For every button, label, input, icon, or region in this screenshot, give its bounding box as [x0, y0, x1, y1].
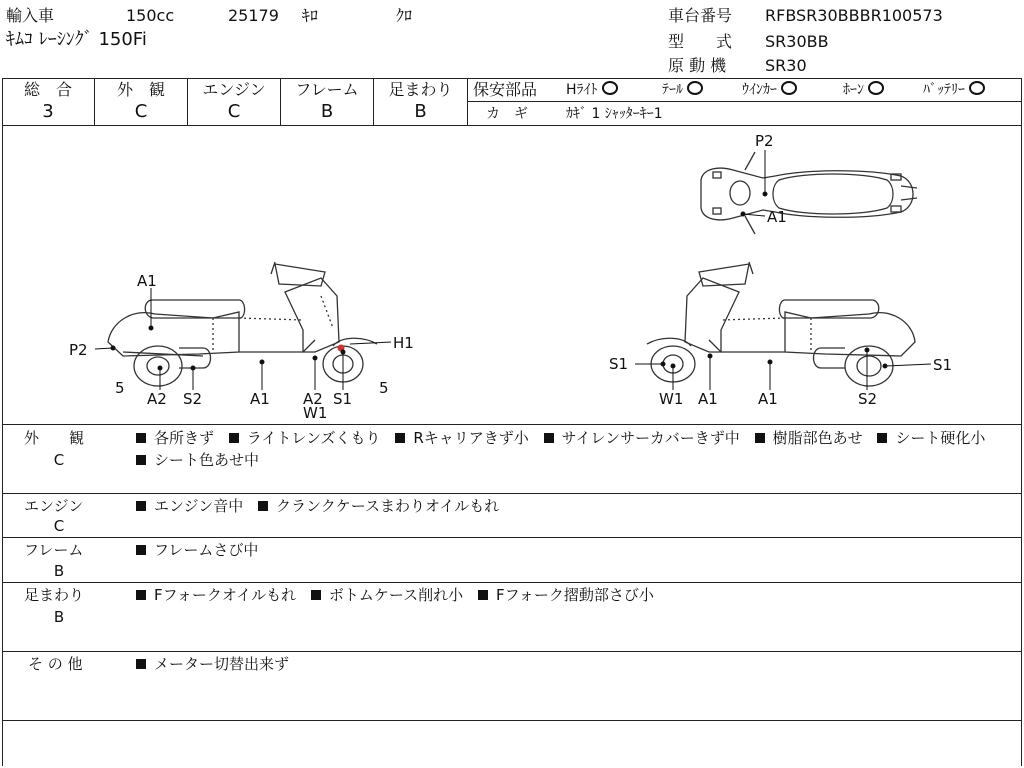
ok-circle-icon	[781, 81, 797, 95]
diagram-label: 5	[115, 379, 125, 397]
comment-label-engine: エンジン	[24, 497, 84, 515]
comment-label-frame: フレーム	[24, 541, 84, 559]
divider	[467, 101, 1022, 102]
divider	[2, 424, 1022, 425]
diagram-label: S1	[333, 390, 353, 408]
frame-no: RFBSR30BBBR100573	[765, 6, 943, 25]
safety-item-battery: ﾊﾞｯﾃﾘｰ	[923, 80, 985, 100]
comment-item: 樹脂部色あせ	[755, 429, 863, 447]
engine-value: SR30	[765, 56, 807, 75]
bullet-square-icon	[258, 501, 268, 511]
safety-title: 保安部品	[473, 80, 538, 99]
category: 輸入車	[6, 6, 55, 25]
color: ｸﾛ	[396, 6, 413, 25]
comment-item: フレームさび中	[136, 541, 258, 559]
grade-label-engine: エンジン	[202, 80, 266, 99]
comment-item: シート硬化小	[877, 429, 985, 447]
bullet-square-icon	[136, 659, 146, 669]
grade-value-suspension: B	[414, 101, 427, 122]
key-label: カ ギ	[486, 106, 528, 122]
diagram-label: P2	[69, 341, 88, 359]
grade-label-exterior: 外 観	[116, 80, 165, 99]
divider	[467, 78, 468, 125]
comment-grade-suspension: B	[53, 608, 65, 626]
comment-label-exterior: 外 観	[24, 429, 85, 447]
divider	[1021, 78, 1022, 766]
bullet-square-icon	[136, 501, 146, 511]
ok-circle-icon	[602, 81, 618, 95]
frame-no-label: 車台番号	[668, 6, 733, 25]
diagram-label: A1	[767, 208, 787, 226]
safety-item-horn: ﾎｰﾝ	[843, 80, 884, 100]
divider	[2, 537, 1022, 538]
grade-value-engine: C	[227, 101, 241, 122]
diagram-label: A2	[147, 390, 167, 408]
safety-item-winker: ｳｲﾝｶｰ	[742, 80, 797, 100]
grade-value-frame: B	[320, 101, 334, 122]
type-label: 型 式	[668, 32, 733, 51]
diagram-label: A1	[698, 390, 718, 408]
divider	[2, 720, 1022, 721]
divider	[2, 78, 1022, 79]
bullet-square-icon	[136, 545, 146, 555]
comment-item: メーター切替出来ず	[136, 655, 289, 673]
key-value: ｶｷﾞ 1 ｼｬｯﾀｰｷｰ1	[566, 106, 663, 122]
type-value: SR30BB	[765, 32, 829, 51]
ok-circle-icon	[868, 81, 884, 95]
comment-item: 各所きず	[136, 429, 214, 447]
comment-text-engine	[136, 495, 1016, 517]
comment-text-exterior	[136, 427, 1016, 471]
comment-item: ボトムケース削れ小	[311, 586, 463, 604]
grade-label-frame: フレーム	[295, 80, 359, 99]
bullet-square-icon	[877, 433, 887, 443]
diagram-label: W1	[303, 404, 328, 422]
comment-item: シート色あせ中	[136, 451, 259, 469]
diagram-label: A2	[303, 390, 323, 408]
comment-label-other: そ の 他	[28, 655, 83, 673]
bullet-square-icon	[229, 433, 239, 443]
bullet-square-icon	[395, 433, 405, 443]
bullet-square-icon	[544, 433, 554, 443]
bullet-square-icon	[136, 590, 146, 600]
bullet-square-icon	[136, 433, 146, 443]
comment-item: サイレンサーカバーきず中	[544, 429, 740, 447]
grade-label-suspension: 足まわり	[388, 80, 453, 99]
safety-item-tail: ﾃｰﾙ	[662, 80, 703, 100]
bullet-square-icon	[478, 590, 488, 600]
displacement: 150cc	[126, 6, 175, 25]
ok-circle-icon	[687, 81, 703, 95]
comment-label-suspension: 足まわり	[24, 586, 85, 604]
grade-label-overall: 総 合	[23, 80, 72, 99]
model-name: ｷﾑｺ ﾚｰｼﾝｸﾞ 150Fi	[6, 29, 147, 50]
diagram-label: S1	[609, 355, 629, 373]
diagram-label: A1	[137, 272, 157, 290]
diagram-label: H1	[393, 334, 414, 352]
comment-item: エンジン音中	[136, 497, 243, 515]
safety-item-headlight: Hﾗｲﾄ	[566, 80, 618, 100]
diagram-label: P2	[755, 132, 774, 150]
grade-value-overall: 3	[42, 101, 54, 122]
bullet-square-icon	[755, 433, 765, 443]
comment-grade-frame: B	[53, 562, 65, 580]
divider	[2, 582, 1022, 583]
diagram-label: S2	[183, 390, 203, 408]
mileage: 25179	[228, 6, 279, 25]
comment-item: Fフォーク摺動部さび小	[478, 586, 654, 604]
divider	[2, 493, 1022, 494]
comment-grade-engine: C	[53, 517, 65, 535]
diagram-label: S1	[933, 356, 953, 374]
diagram-label: A1	[250, 390, 270, 408]
comment-grade-exterior: C	[53, 451, 65, 469]
damage-diagram	[3, 126, 1021, 424]
scooter-top-view	[701, 152, 917, 234]
bullet-square-icon	[311, 590, 321, 600]
scooter-right-side-view	[647, 262, 915, 386]
ok-circle-icon	[969, 81, 985, 95]
divider	[2, 651, 1022, 652]
grade-value-exterior: C	[134, 101, 148, 122]
diagram-label: 5	[379, 379, 389, 397]
comment-text-other	[136, 653, 1016, 675]
diagram-label: S2	[858, 390, 878, 408]
engine-label: 原 動 機	[668, 56, 727, 75]
comment-item: クランクケースまわりオイルもれ	[258, 497, 499, 515]
bullet-square-icon	[136, 455, 146, 465]
diagram-label: A1	[758, 390, 778, 408]
comment-text-suspension	[136, 584, 1016, 606]
comment-item: Fフォークオイルもれ	[136, 586, 296, 604]
comment-item: ライトレンズくもり	[229, 429, 381, 447]
comment-text-frame	[136, 539, 1016, 561]
diagram-label: W1	[659, 390, 684, 408]
comment-item: Rキャリアきず小	[395, 429, 528, 447]
mileage-unit: ｷﾛ	[302, 6, 319, 25]
